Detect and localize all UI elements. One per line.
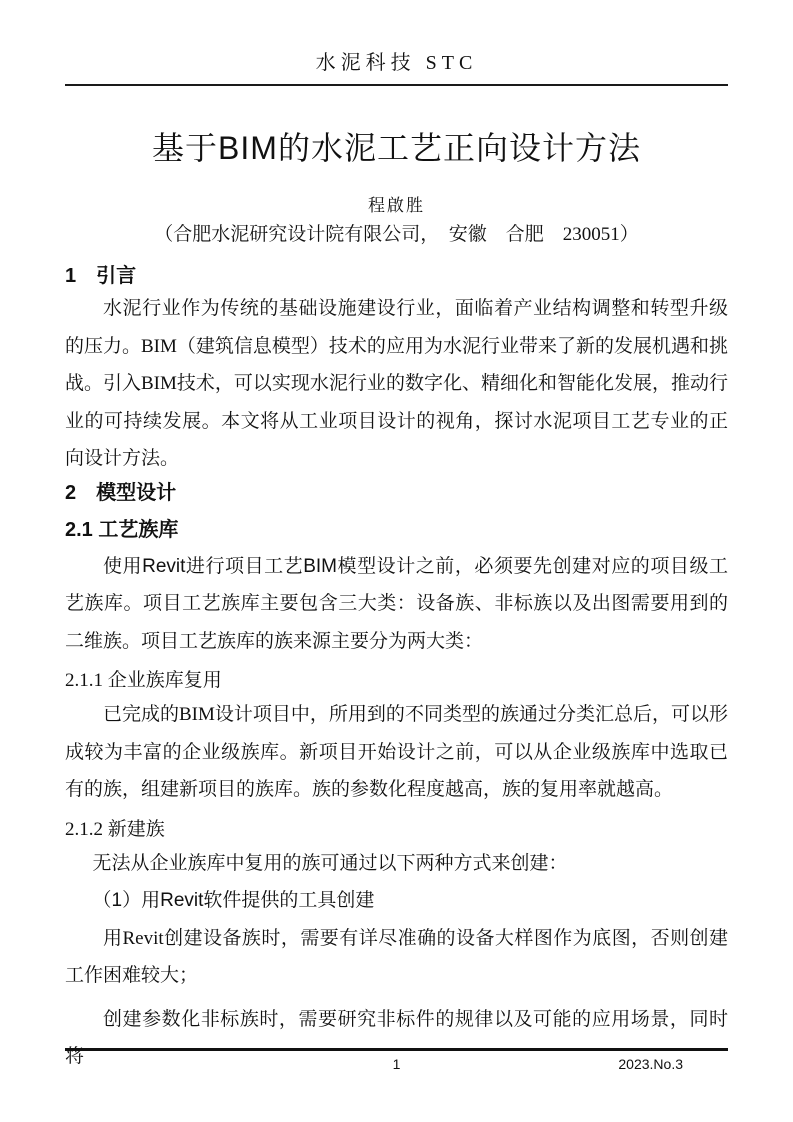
section-heading-1: 1 引言 <box>65 265 137 287</box>
page-number: 1 <box>392 1056 401 1072</box>
paragraph-parametric-nonstandard: 创建参数化非标族时，需要研究非标件的规律以及可能的应用场景，同时将 <box>65 1008 728 1067</box>
paragraph-revit-equipment: 用Revit创建设备族时，需要有详尽准确的设备大样图作为底图，否则创建工作困难较大； <box>65 927 728 986</box>
journal-header: 水泥科技 STC <box>315 52 478 74</box>
section-heading-2-1: 2.1 工艺族库 <box>65 518 179 541</box>
footer-rule <box>65 1048 728 1051</box>
section-heading-2-1-1: 2.1.1 企业族库复用 <box>65 670 222 691</box>
issue-number: 2023.No.3 <box>618 1056 683 1072</box>
paragraph-new-family-intro: 无法从企业族库中复用的族可通过以下两种方式来创建： <box>92 852 568 874</box>
article-body <box>65 262 728 1076</box>
header-rule <box>65 84 728 86</box>
paragraph-intro: 水泥行业作为传统的基础设施建设行业，面临着产业结构调整和转型升级的压力。BIM（建筑信息模型）技术的应用为水泥行业带来了新的发展机遇和挑战。引入BIM技术，可以实现水泥行业的数字化、精细化和智能化发展，推动行业的可持续发展。本文将从工业项目设计的视角，探讨水泥项目工艺专业的正向设计方法。 <box>65 298 728 469</box>
footer <box>0 1055 793 1075</box>
paragraph-enterprise-reuse: 已完成的BIM设计项目中，所用到的不同类型的族通过分类汇总后，可以形成较为丰富的企业级族库。新项目开始设计之前，可以从企业级族库中选取已有的族，组建新项目的族库。族的参数化程度越高，族的复用率就越高。 <box>65 704 728 800</box>
author-name: 程啟胜 <box>368 196 425 215</box>
author-affiliation: （合肥水泥研究设计院有限公司， 安徽 合肥 230051） <box>154 224 639 245</box>
section-heading-2-1-2: 2.1.2 新建族 <box>65 818 165 840</box>
article-title: 基于BIM的水泥工艺正向设计方法 <box>152 130 641 166</box>
paragraph-family-library: 使用Revit进行项目工艺BIM模型设计之前，必须要先创建对应的项目级工艺族库。项目工艺族库主要包含三大类：设备族、非标族以及出图需要用到的二维族。项目工艺族库的族来源主要分为两大类： <box>65 555 728 652</box>
paragraph-method-1: （1）用Revit软件提供的工具创建 <box>92 890 375 911</box>
section-heading-2: 2 模型设计 <box>65 481 177 504</box>
